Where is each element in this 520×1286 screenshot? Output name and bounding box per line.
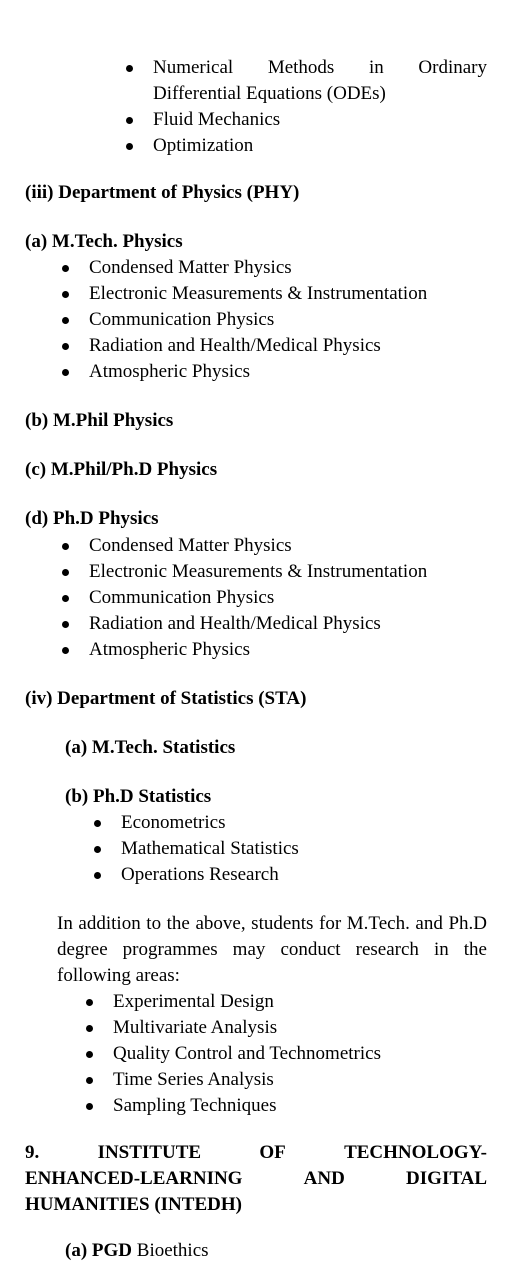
list-item: Time Series Analysis: [81, 1067, 487, 1093]
list-item: Operations Research: [89, 862, 489, 888]
list-item: Econometrics: [89, 810, 489, 836]
list-item: Fluid Mechanics: [121, 107, 487, 133]
intedh-a-item: [65, 1238, 209, 1264]
list-item: Multivariate Analysis: [81, 1015, 487, 1041]
physics-heading: (iii) Department of Physics (PHY): [25, 182, 300, 203]
math-list: [121, 55, 487, 159]
statistics-note: [57, 911, 487, 1119]
list-item: Atmospheric Physics: [57, 637, 497, 663]
statistics-a-heading: (a) M.Tech. Statistics: [65, 737, 236, 758]
list-item: Quality Control and Technometrics: [81, 1041, 487, 1067]
list-item: Optimization: [121, 133, 487, 159]
physics-c-heading: (c) M.Phil/Ph.D Physics: [25, 459, 218, 480]
statistics-b-list: [89, 810, 489, 888]
intedh-a-rest: Bioethics: [132, 1240, 209, 1261]
list-item: Condensed Matter Physics: [57, 533, 497, 559]
list-item: Condensed Matter Physics: [57, 255, 497, 281]
physics-d-list: [57, 533, 497, 663]
statistics-heading: (iv) Department of Statistics (STA): [25, 688, 307, 709]
list-item: Atmospheric Physics: [57, 359, 497, 385]
statistics-note-list: [81, 989, 487, 1119]
intedh-heading-line-3: HUMANITIES (INTEDH): [25, 1194, 242, 1215]
intedh-heading-line-1: 9. INSTITUTE OF TECHNOLOGY-: [25, 1142, 487, 1163]
physics-b-heading: (b) M.Phil Physics: [25, 410, 174, 431]
list-item: Electronic Measurements & Instrumentation: [57, 281, 497, 307]
list-item: Communication Physics: [57, 307, 497, 333]
list-item: Radiation and Health/Medical Physics: [57, 333, 497, 359]
physics-a-list: [57, 255, 497, 385]
list-item: Numerical Methods in Ordinary Differential Equations (ODEs): [121, 55, 487, 107]
intedh-heading: [25, 1140, 487, 1218]
list-item: Sampling Techniques: [81, 1093, 487, 1119]
statistics-note-text: In addition to the above, students for M.Tech. and Ph.D degree programmes may conduct research in the following areas:: [57, 913, 487, 986]
list-item: Electronic Measurements & Instrumentation: [57, 559, 497, 585]
list-item: Mathematical Statistics: [89, 836, 489, 862]
list-item: Experimental Design: [81, 989, 487, 1015]
list-item: Communication Physics: [57, 585, 497, 611]
intedh-a-prefix: (a) PGD: [65, 1240, 133, 1261]
statistics-b-heading: (b) Ph.D Statistics: [65, 786, 212, 807]
intedh-heading-line-2: ENHANCED-LEARNING AND DIGITAL: [25, 1168, 487, 1189]
physics-d-heading: (d) Ph.D Physics: [25, 508, 159, 529]
physics-a-heading: (a) M.Tech. Physics: [25, 231, 183, 252]
list-item: Radiation and Health/Medical Physics: [57, 611, 497, 637]
